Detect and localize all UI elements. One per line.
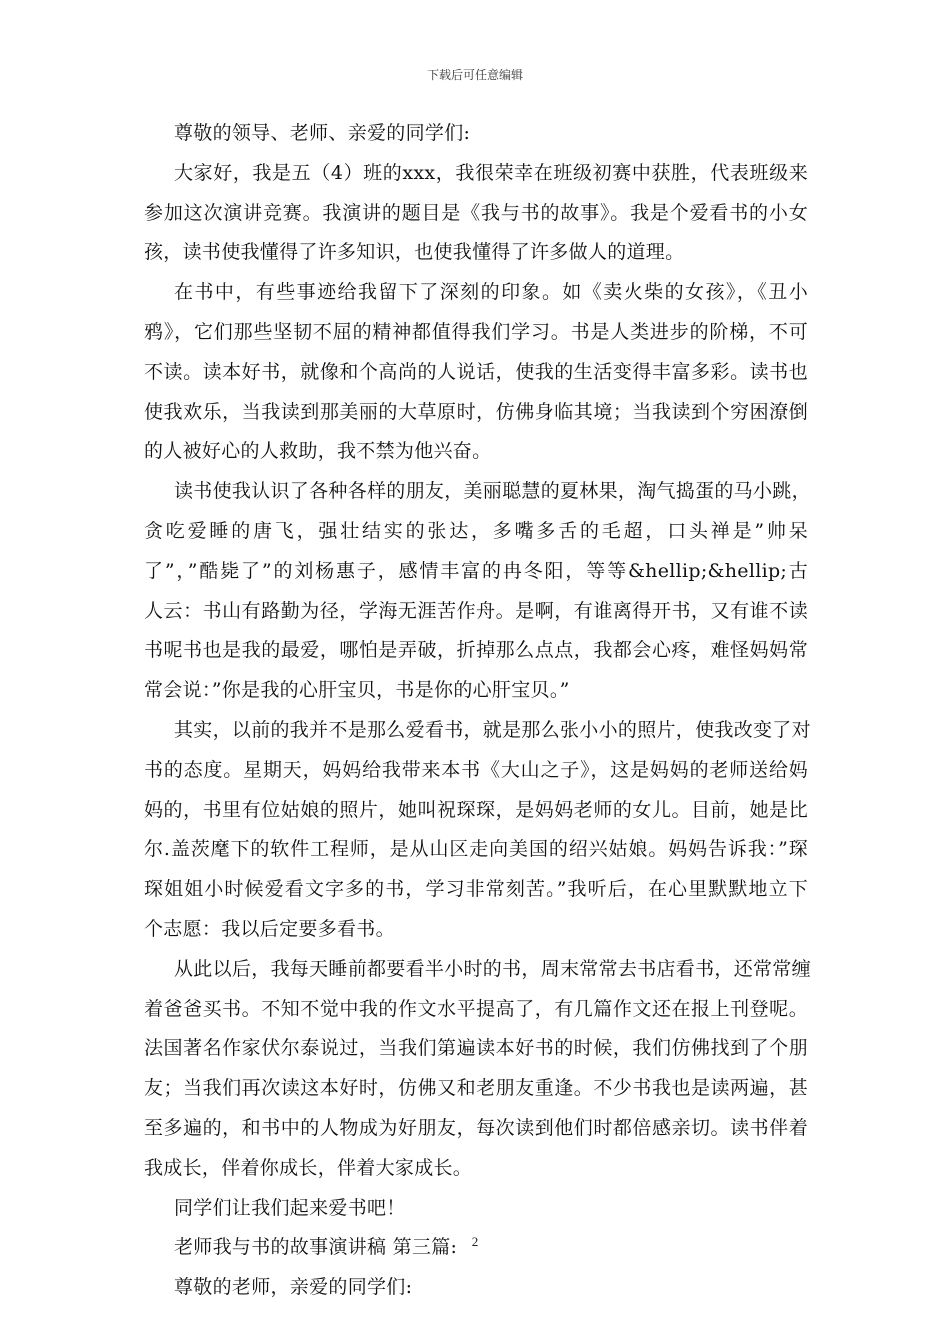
text-line: 参加这次演讲竞赛。我演讲的题目是《我与书的故事》。我是个爱看书的小女 [144,201,808,224]
page-header: 下载后可任意编辑 [426,68,523,82]
text-line: 人云：书山有路勤为径，学海无涯苦作舟。是啊，有谁离得开书，又有谁不读 [144,599,808,622]
text-line: 读书使我认识了各种各样的朋友，美丽聪慧的夏林果，淘气捣蛋的马小跳， [174,480,811,503]
text-line: 其实，以前的我并不是那么爱看书，就是那么张小小的照片，使我改变了对 [174,718,811,741]
text-line: 尊敬的领导、老师、亲爱的同学们: [174,122,471,144]
document-body [144,114,811,1308]
text-line: 个志愿：我以后定要多看书。 [144,917,395,940]
text-line: 尊敬的老师，亲爱的同学们: [174,1276,413,1299]
text-line: 至多遍的，和书中的人物成为好朋友，每次读到他们时都倍感亲切。读书伴着 [144,1116,808,1139]
text-line: 从此以后，我每天睡前都要看半小时的书，周末常常去书店看书，还常常缠 [174,957,811,980]
text-line: 贪吃爱睡的唐飞，强壮结实的张达，多嘴多舌的毛超，口头禅是”帅呆 [144,519,808,542]
text-line: 琛姐姐小时候爱看文字多的书，学习非常刻苦。”我听后，在心里默默地立下 [144,878,808,901]
text-line: 着爸爸买书。不知不觉中我的作文水平提高了，有几篇作文还在报上刊登呢。 [144,997,808,1020]
text-line: 书呢书也是我的最爱，哪怕是弄破，折掉那么点点，我都会心疼，难怪妈妈常 [144,639,808,662]
text-line: 鸦》，它们那些坚韧不屈的精神都值得我们学习。书是人类进步的阶梯，不可 [144,320,808,343]
text-line: 的人被好心的人救助，我不禁为他兴奋。 [144,440,492,463]
text-line: 使我欢乐，当我读到那美丽的大草原时，仿佛身临其境；当我读到个穷困潦倒 [144,400,808,423]
text-line: 在书中，有些事迹给我留下了深刻的印象。如《卖火柴的女孩》，《丑小 [174,281,808,304]
text-line: 大家好，我是五（4）班的xxx，我很荣幸在班级初赛中获胜，代表班级来 [174,161,808,184]
text-line: 不读。读本好书，就像和个高尚的人说话，使我的生活变得丰富多彩。读书也 [144,360,808,383]
text-line: 法国著名作家伏尔泰说过，当我们第遍读本好书的时候，我们仿佛找到了个朋 [144,1037,808,1060]
text-line: 我成长，伴着你成长，伴着大家成长。 [144,1156,473,1179]
text-line: 妈的，书里有位姑娘的照片，她叫祝琛琛，是妈妈老师的女儿。目前，她是比 [144,798,808,821]
page-number: 2 [471,1234,479,1249]
text-line: 友；当我们再次读这本好时，仿佛又和老朋友重逢。不少书我也是读两遍，甚 [144,1077,808,1100]
text-line: 了”，”酷毙了”的刘杨惠子，感情丰富的冉冬阳，等等&hellip;&hellip;古 [144,559,808,582]
text-line: 老师我与书的故事演讲稿 第三篇: [174,1236,458,1259]
text-line: 孩，读书使我懂得了许多知识，也使我懂得了许多做人的道理。 [144,241,685,264]
text-line: 常会说：”你是我的心肝宝贝，书是你的心肝宝贝。” [144,679,570,702]
text-line: 尔.盖茨麾下的软件工程师，是从山区走向美国的绍兴姑娘。妈妈告诉我：”琛 [144,838,808,861]
text-line: 书的态度。星期天，妈妈给我带来本书《大山之子》，这是妈妈的老师送给妈 [144,758,808,781]
text-line: 同学们让我们起来爱书吧！ [174,1196,406,1219]
